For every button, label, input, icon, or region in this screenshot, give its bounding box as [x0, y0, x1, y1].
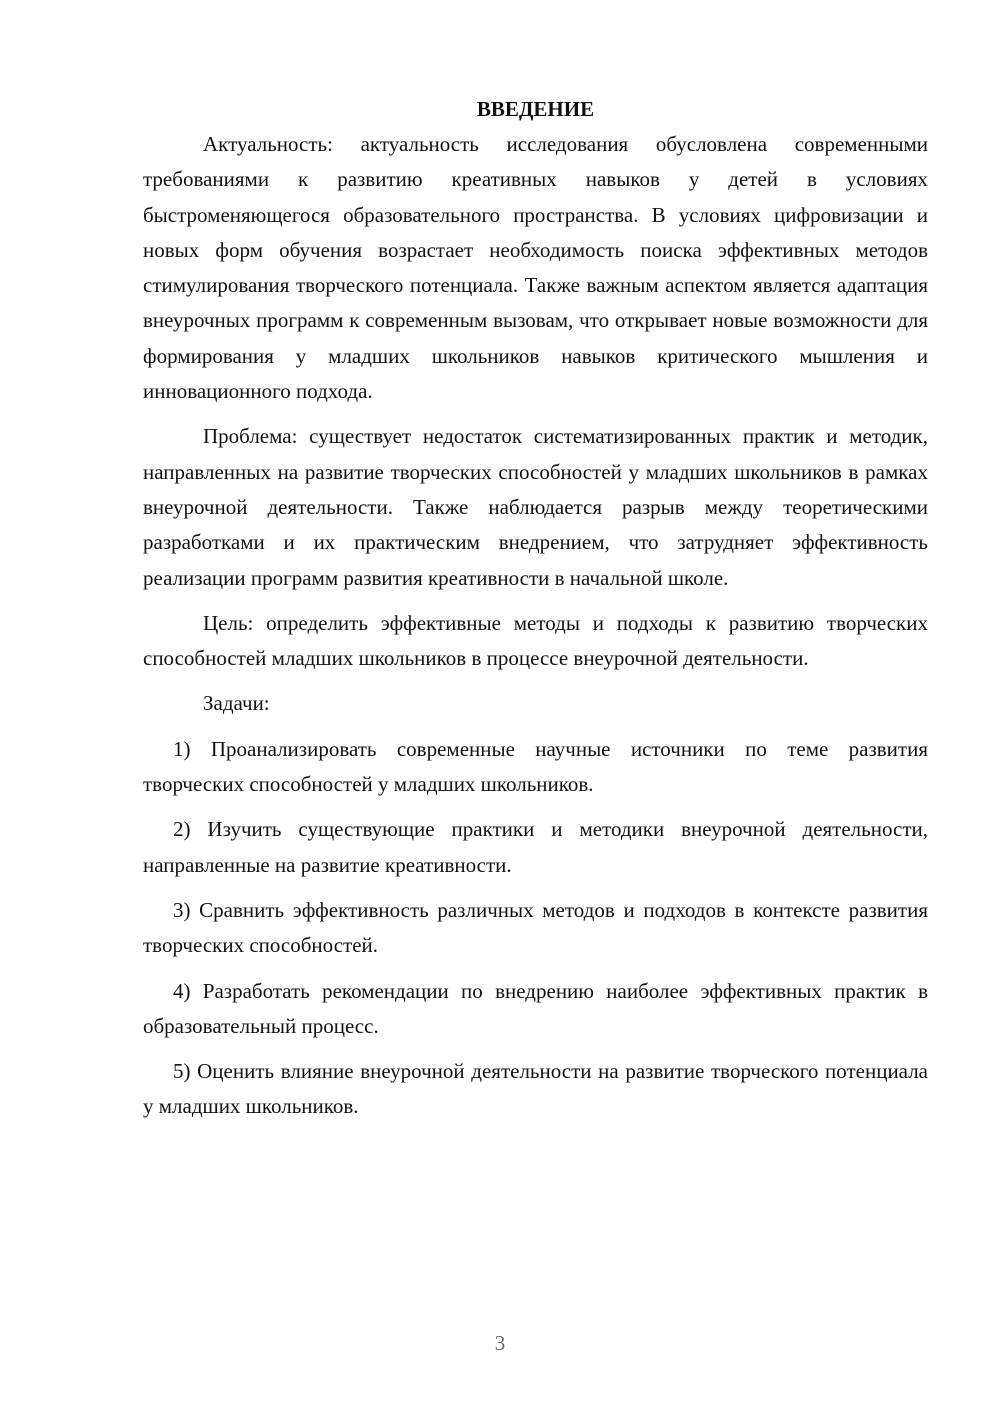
problem-paragraph: Проблема: существует недостаток систематизированных практик и методик, направленных на развитие творческих способностей у младших школьников в рамках внеурочной деятельности. Также наблюдается разрыв между теоретическими разработками и их практическим внедрением, что затрудняет эффективность реализации программ развития креативности в начальной школе.	[143, 424, 928, 590]
section-heading: ВВЕДЕНИЕ	[476, 97, 595, 121]
page-number: 3	[494, 1331, 506, 1355]
task-item: 5) Оценить влияние внеурочной деятельности на развитие творческого потенциала у младших школьников.	[143, 1059, 928, 1119]
task-item: 3) Сравнить эффективность различных методов и подходов в контексте развития творческих способностей.	[143, 897, 928, 958]
relevance-paragraph: Актуальность: актуальность исследования обусловлена современными требованиями к развитию креативных навыков у детей в условиях быстроменяющегося образовательного пространства. В условиях цифровизации и новых форм обучения возрастает необходимость поиска эффективных методов стимулирования творческого потенциала. Также важным аспектом является адаптация внеурочных программ к современным вызовам, что открывает новые возможности для формирования у младших школьников навыков критического мышления и инновационного подхода.	[143, 132, 928, 404]
document-page	[143, 92, 928, 1125]
task-item: 4) Разработать рекомендации по внедрению наиболее эффективных практик в образовательный процесс.	[143, 978, 928, 1038]
task-item: 2) Изучить существующие практики и методики внеурочной деятельности, направленные на развитие креативности.	[143, 817, 928, 877]
goal-paragraph: Цель: определить эффективные методы и подходы к развитию творческих способностей младших школьников в процессе внеурочной деятельности.	[143, 610, 928, 671]
tasks-heading: Задачи:	[203, 691, 270, 716]
task-item: 1) Проанализировать современные научные источники по теме развития творческих способностей у младших школьников.	[143, 736, 928, 797]
